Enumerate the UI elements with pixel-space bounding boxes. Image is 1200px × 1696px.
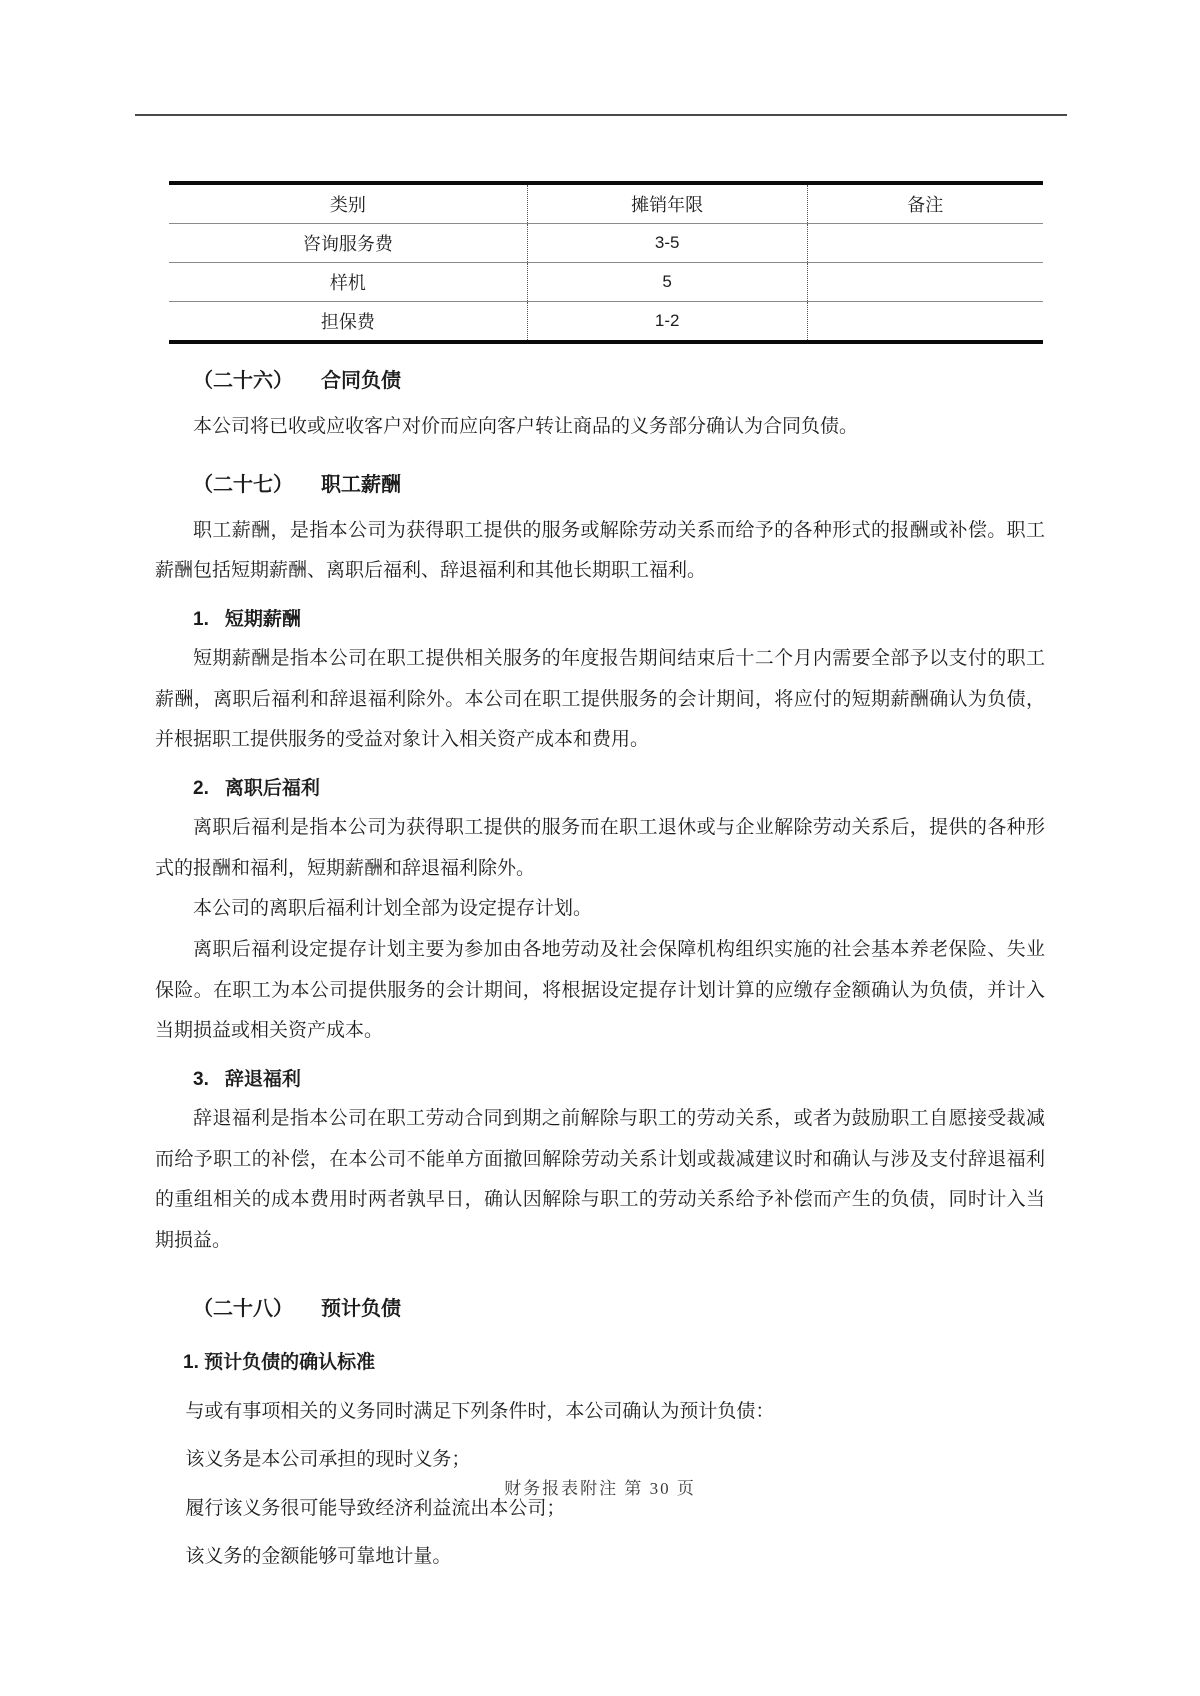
section-employee-compensation	[155, 468, 1045, 1262]
condition-line: 该义务是本公司承担的现时义务；	[185, 1449, 471, 1471]
page-footer: 财务报表附注 第 30 页	[504, 1479, 696, 1498]
subsection-heading-short-term	[155, 604, 1045, 631]
section-heading	[155, 364, 1045, 393]
cell-years: 5	[527, 263, 807, 302]
column-header-amortization-years: 摊销年限	[527, 183, 807, 224]
cell-note	[807, 302, 1043, 343]
subsection-number: 3.	[193, 1068, 209, 1090]
paragraph: 离职后福利设定提存计划主要为参加由各地劳动及社会保障机构组织实施的社会基本养老保险、失业保险。在职工为本公司提供服务的会计期间，将根据设定提存计划计算的应缴存金额确认为负债，并计入当期损益或相关资产成本。	[155, 938, 1045, 1042]
subsection-heading-termination-benefits	[155, 1064, 1045, 1091]
table-header-row	[169, 183, 1043, 224]
paragraph: 短期薪酬是指本公司在职工提供相关服务的年度报告期间结束后十二个月内需要全部予以支付的职工薪酬，离职后福利和辞退福利除外。本公司在职工提供服务的会计期间，将应付的短期薪酬确认为负债，并根据职工提供服务的受益对象计入相关资产成本和费用。	[155, 647, 1045, 751]
cell-category: 担保费	[169, 302, 527, 343]
document-body	[155, 181, 1045, 1578]
column-header-note: 备注	[807, 183, 1043, 224]
section-estimated-liabilities	[155, 1292, 1045, 1579]
condition-line: 该义务的金额能够可靠地计量。	[185, 1546, 452, 1568]
subsection-number: 2.	[193, 777, 209, 799]
section-contract-liabilities	[155, 364, 1045, 448]
subsection-title: 辞退福利	[224, 1068, 301, 1090]
column-header-category: 类别	[169, 183, 527, 224]
cell-note	[807, 224, 1043, 263]
paragraph: 辞退福利是指本公司在职工劳动合同到期之前解除与职工的劳动关系，或者为鼓励职工自愿接受裁减而给予职工的补偿，在本公司不能单方面撤回解除劳动关系计划或裁减建议时和确认与涉及支付辞退福利的重组相关的成本费用时两者孰早日，确认因解除与职工的劳动关系给予补偿而产生的负债，同时计入当期损益。	[155, 1107, 1045, 1251]
amortization-table	[169, 181, 1043, 344]
section-heading	[155, 1292, 1045, 1321]
table-row	[169, 302, 1043, 343]
page-header-rule	[135, 114, 1067, 116]
cell-years: 3-5	[527, 224, 807, 263]
cell-category: 咨询服务费	[169, 224, 527, 263]
subsection-title: 离职后福利	[224, 777, 320, 799]
subsection-heading-recognition-criteria: 1. 预计负债的确认标准	[183, 1351, 376, 1373]
section-number: （二十八）	[193, 1297, 293, 1320]
paragraph: 离职后福利是指本公司为获得职工提供的服务而在职工退休或与企业解除劳动关系后，提供的各种形式的报酬和福利，短期薪酬和辞退福利除外。	[155, 816, 1045, 879]
section-number: （二十七）	[193, 473, 293, 496]
section-heading	[155, 468, 1045, 497]
subsection-heading-post-employment	[155, 773, 1045, 800]
paragraph: 本公司的离职后福利计划全部为设定提存计划。	[193, 898, 593, 920]
table-row	[169, 263, 1043, 302]
section-title: 预计负债	[321, 1297, 401, 1320]
condition-line: 履行该义务很可能导致经济利益流出本公司；	[185, 1497, 566, 1519]
cell-years: 1-2	[527, 302, 807, 343]
section-number: （二十六）	[193, 370, 293, 392]
paragraph: 职工薪酬，是指本公司为获得职工提供的服务或解除劳动关系而给予的各种形式的报酬或补偿。职工薪酬包括短期薪酬、离职后福利、辞退福利和其他长期职工福利。	[155, 519, 1045, 582]
paragraph: 本公司将已收或应收客户对价而应向客户转让商品的义务部分确认为合同负债。	[193, 416, 859, 437]
cell-category: 样机	[169, 263, 527, 302]
subsection-title: 短期薪酬	[224, 608, 301, 630]
subsection-number: 1.	[193, 608, 209, 630]
cell-note	[807, 263, 1043, 302]
section-title: 合同负债	[321, 370, 401, 392]
table-row	[169, 224, 1043, 263]
section-title: 职工薪酬	[321, 473, 401, 496]
condition-intro-line: 与或有事项相关的义务同时满足下列条件时，本公司确认为预计负债：	[185, 1400, 775, 1422]
